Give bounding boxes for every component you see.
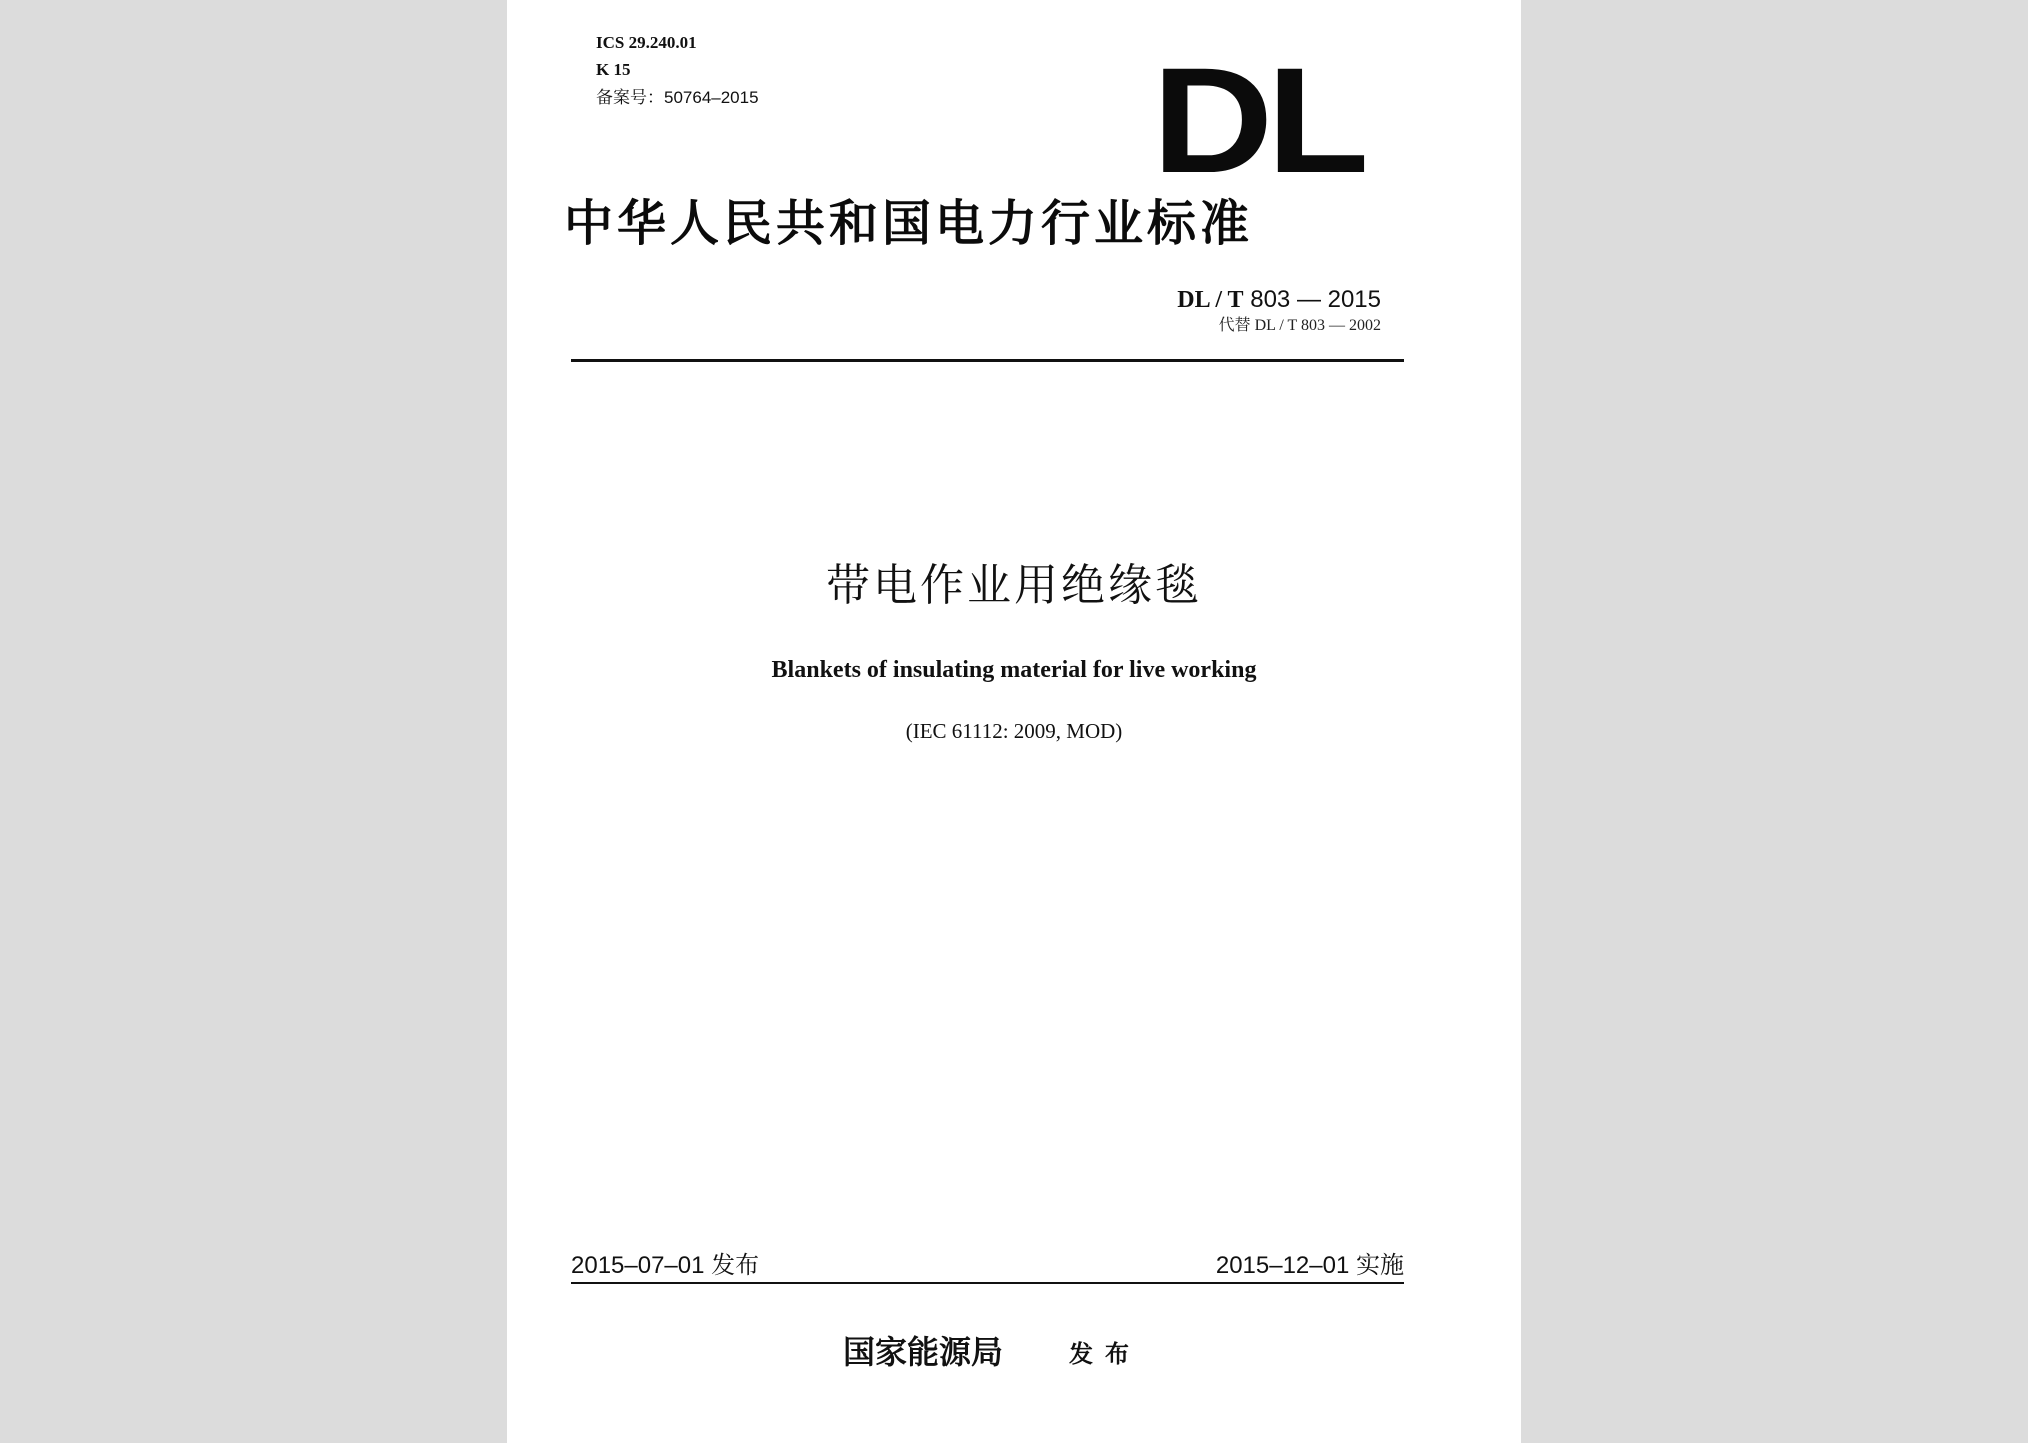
- standard-prefix: DL / T: [1177, 287, 1244, 313]
- implement-date: 2015–12–01 实施: [1215, 1252, 1404, 1279]
- issue-date: 2015–07–01 发布: [571, 1252, 760, 1279]
- iec-reference: (IEC 61112: 2009, MOD): [905, 719, 1123, 743]
- classification-code: K 15: [596, 60, 631, 79]
- publish-label: 发布: [1069, 1340, 1141, 1368]
- document-title-en: Blankets of insulating material for live working: [771, 657, 1257, 683]
- dl-logo: DL: [1152, 36, 1363, 204]
- standard-category-title: 中华人民共和国电力行业标准: [564, 194, 1254, 252]
- record-number: 备案号：50764–2015: [596, 88, 759, 107]
- document-page: [507, 0, 1521, 1443]
- ics-code: ICS 29.240.01: [596, 33, 697, 52]
- publisher-name: 国家能源局: [843, 1333, 1004, 1371]
- footer-divider: [571, 1282, 1404, 1284]
- replaces-standard: 代替 DL / T 803 — 2002: [1218, 317, 1381, 334]
- standard-number: [1177, 286, 1381, 314]
- standard-number-value: 803 — 2015: [1243, 286, 1381, 313]
- header-divider: [571, 359, 1404, 362]
- document-title-zh: 带电作业用绝缘毯: [826, 560, 1202, 611]
